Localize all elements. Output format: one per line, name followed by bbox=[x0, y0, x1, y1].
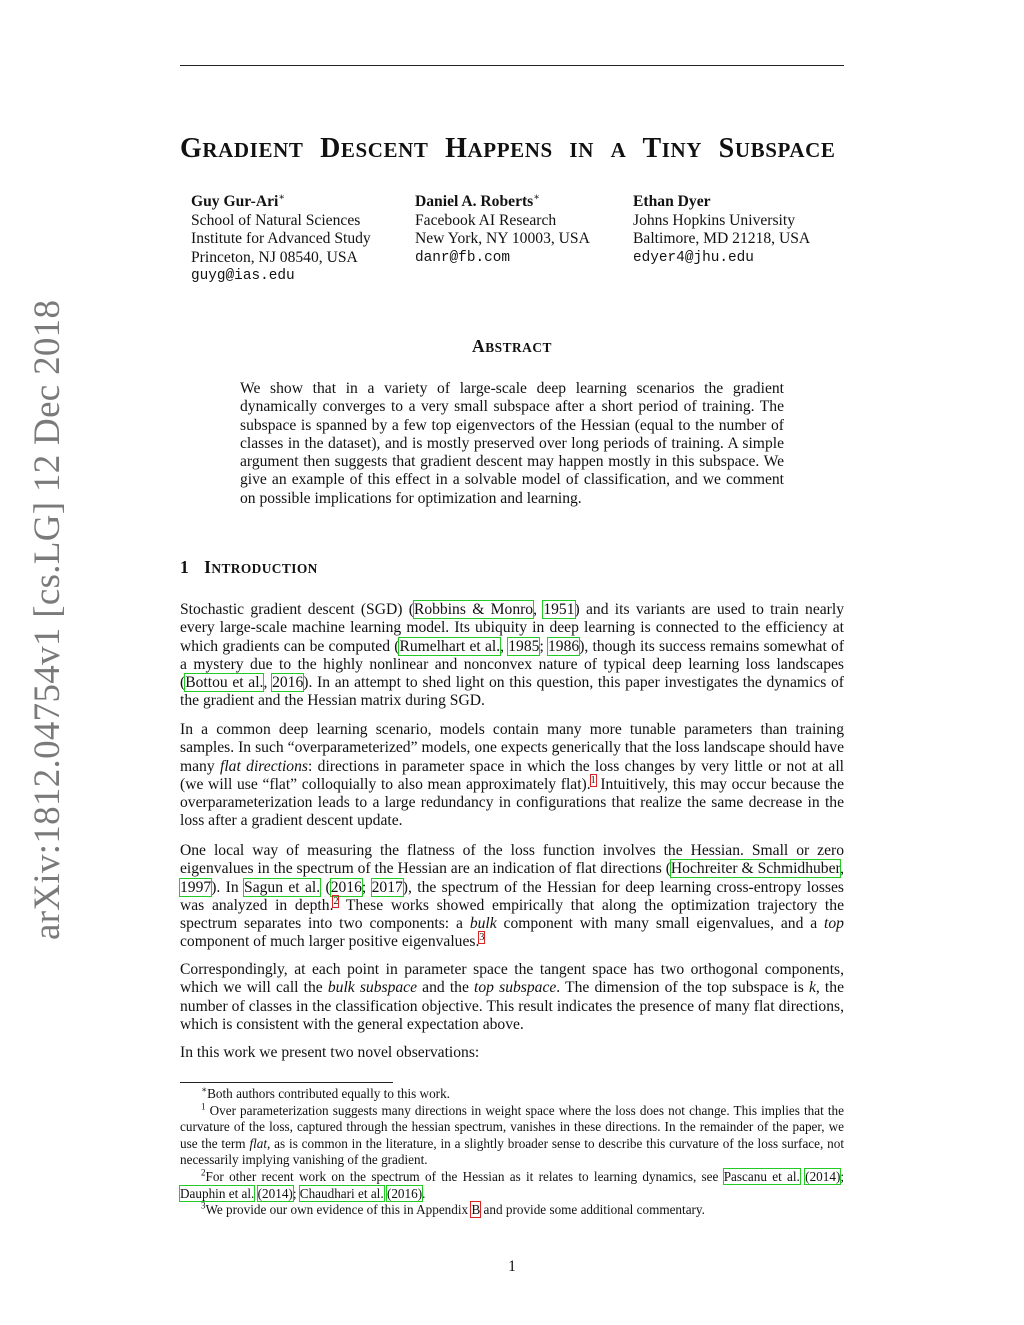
page-number: 1 bbox=[508, 1258, 516, 1275]
footnote-3: $^3$We provide our own evidence of this in Appendix B and provide some additional commentary. bbox=[201, 1200, 705, 1218]
title-word-2: DESCENT bbox=[320, 133, 429, 164]
author-email[interactable]: danr@fb.com bbox=[415, 249, 510, 266]
affiliation-line: Princeton, NJ 08540, USA bbox=[191, 248, 358, 266]
citation-link[interactable]: (2014) bbox=[805, 1168, 841, 1184]
author-name: Daniel A. Roberts∗ bbox=[415, 191, 541, 210]
citation-link[interactable]: Rumelhart et al. bbox=[399, 637, 501, 655]
equal-contribution-mark: ∗ bbox=[533, 191, 541, 203]
citation-link[interactable]: (2014) bbox=[257, 1185, 293, 1201]
citation-link[interactable]: Hochreiter & Schmidhuber bbox=[670, 860, 841, 878]
footnote-1: $^1$ Over parameterization suggests many directions in weight space where the loss does not change. This implies that the curvature of the loss, captured through the hessian spectrum, vanishes in these directions. In the remainder of the paper, we use the term flat, as is common in the literature, in a slightly broader sense to describe this curvature of the loss surface, not necessarily implying vanishing of the gradient. bbox=[180, 1101, 845, 1168]
footnote-2: $^2$For other recent work on the spectrum of the Hessian as it relates to learning dynamics, see Pascanu et al. (2014); Dauphin et al. (2014); Chaudhari et al. (2016). bbox=[180, 1167, 845, 1201]
author-block-roberts bbox=[415, 193, 590, 267]
citation-link[interactable]: 2017 bbox=[371, 878, 403, 896]
citation-link[interactable]: Chaudhari et al. bbox=[299, 1185, 384, 1201]
citation-link[interactable]: (2016) bbox=[386, 1185, 423, 1201]
affiliation-line: Facebook AI Research bbox=[415, 211, 557, 229]
equal-contribution-mark: ∗ bbox=[278, 191, 286, 203]
affiliation-line: Baltimore, MD 21218, USA bbox=[633, 230, 811, 247]
intro-paragraph-4: Correspondingly, at each point in parameter space the tangent space has two orthogonal components, which we will call the bulk subspace and the top subspace. The dimension of the top subspace is k, the number of classes in the classification objective. This result indicates the presence of many flat directions, which is consistent with the general expectation above. bbox=[180, 961, 844, 1033]
citation-link[interactable]: 1986 bbox=[548, 637, 580, 655]
appendix-reference-link[interactable]: B bbox=[471, 1202, 481, 1218]
author-email[interactable]: guyg@ias.edu bbox=[191, 268, 295, 284]
abstract-text: We show that in a variety of large-scale deep learning scenarios the gradient dynamically converges to a very small subspace after a short period of training. The subspace is spanned by a few top eigenvectors of the Hessian (equal to the number of classes in the dataset), and is mostly preserved over long periods of training. A simple argument then suggests that gradient descent may happen mostly in this subspace. We give an example of this effect in a solvable model of classification, and we comment on possible implications for optimization and learning. bbox=[240, 380, 784, 507]
citation-link[interactable]: 1951 bbox=[543, 601, 575, 618]
author-name: Guy Gur-Ari∗ bbox=[191, 191, 286, 210]
footnote-rule bbox=[180, 1082, 393, 1083]
title-word-4: IN bbox=[569, 138, 594, 162]
affiliation-line: School of Natural Sciences bbox=[191, 211, 361, 229]
title-word-1: GRADIENT bbox=[180, 133, 304, 164]
affiliation-line: Institute for Advanced Study bbox=[191, 230, 371, 247]
footnote-reference[interactable]: 2 bbox=[333, 895, 339, 907]
section-heading-introduction: 1 INTRODUCTION bbox=[180, 557, 318, 577]
title-word-5: A bbox=[610, 138, 627, 162]
abstract-heading: ABSTRACT bbox=[472, 336, 552, 356]
author-block-gur-ari bbox=[191, 193, 371, 286]
title-word-6: TINY bbox=[642, 133, 703, 164]
footnotes bbox=[180, 1086, 844, 1219]
footnote-reference[interactable]: 1 bbox=[590, 774, 596, 786]
arxiv-identifier-stamp: arXiv:1812.04754v1 [cs.LG] 12 Dec 2018 bbox=[27, 299, 68, 940]
footnote-equal-contribution: ∗Both authors contributed equally to this work. bbox=[201, 1084, 450, 1101]
paper-title bbox=[180, 133, 860, 165]
author-name: Ethan Dyer bbox=[633, 193, 711, 210]
author-block-dyer bbox=[633, 193, 810, 267]
footnote-reference[interactable]: 3 bbox=[479, 932, 485, 944]
citation-link[interactable]: 1985 bbox=[508, 637, 540, 655]
citation-link[interactable]: 2016 bbox=[330, 878, 362, 896]
citation-link[interactable]: Robbins & Monro bbox=[413, 601, 534, 618]
affiliation-line: Johns Hopkins University bbox=[633, 211, 796, 229]
top-rule bbox=[180, 65, 844, 66]
title-word-7: SUBSPACE bbox=[718, 133, 836, 164]
intro-paragraph-1: Stochastic gradient descent (SGD) (Robbins & Monro, 1951) and its variants are used to train nearly every large-scale machine learning model. Its ubiquity in deep learning is connected to the efficiency at which gradients can be computed (Rumelhart et al., 1985; 1986), though its success remains somewhat of a mystery due to the highly nonlinear and nonconvex nature of typical deep learning loss landscapes (Bottou et al., 2016). In an attempt to shed light on this question, this paper investigates the dynamics of the gradient and the Hessian matrix during SGD. bbox=[180, 601, 845, 710]
intro-paragraph-2: In a common deep learning scenario, models contain many more tunable parameters than training samples. In such “overparameterized” models, one expects generically that the loss landscape should have many flat directions: directions in parameter space in which the loss changes by very little or not at all (we will use “flat” colloquially to also mean approximately flat).$^1$ Intuitively, this may occur because the overparameterization leads to a large redundancy in configurations that realize the same decrease in the loss after a gradient descent update. bbox=[180, 721, 845, 830]
citation-link[interactable]: Dauphin et al. bbox=[180, 1185, 255, 1201]
intro-paragraph-5: In this work we present two novel observations: bbox=[180, 1044, 480, 1061]
citation-link[interactable]: Sagun et al. bbox=[244, 878, 321, 896]
affiliation-line: New York, NY 10003, USA bbox=[415, 230, 590, 247]
citation-link[interactable]: Pascanu et al. bbox=[723, 1168, 800, 1184]
author-email[interactable]: edyer4@jhu.edu bbox=[633, 249, 754, 266]
title-word-3: HAPPENS bbox=[445, 133, 553, 164]
citation-link[interactable]: 1997 bbox=[180, 878, 212, 896]
citation-link[interactable]: 2016 bbox=[272, 674, 304, 692]
citation-link[interactable]: Bottou et al. bbox=[185, 674, 264, 692]
intro-paragraph-3: One local way of measuring the flatness of the loss function involves the Hessian. Small or zero eigenvalues in the spectrum of the Hessian are an indication of flat directions (Hochreiter & Schmidhuber, 1997). In Sagun et al. (2016; 2017), the spectrum of the Hessian for deep learning cross-entropy losses was analyzed in depth.$^2$ These works showed empirically that along the optimization trajectory the spectrum separates into two components: a bulk component with many small eigenvalues, and a top component of much larger positive eigenvalues.$^3$ bbox=[180, 842, 845, 951]
